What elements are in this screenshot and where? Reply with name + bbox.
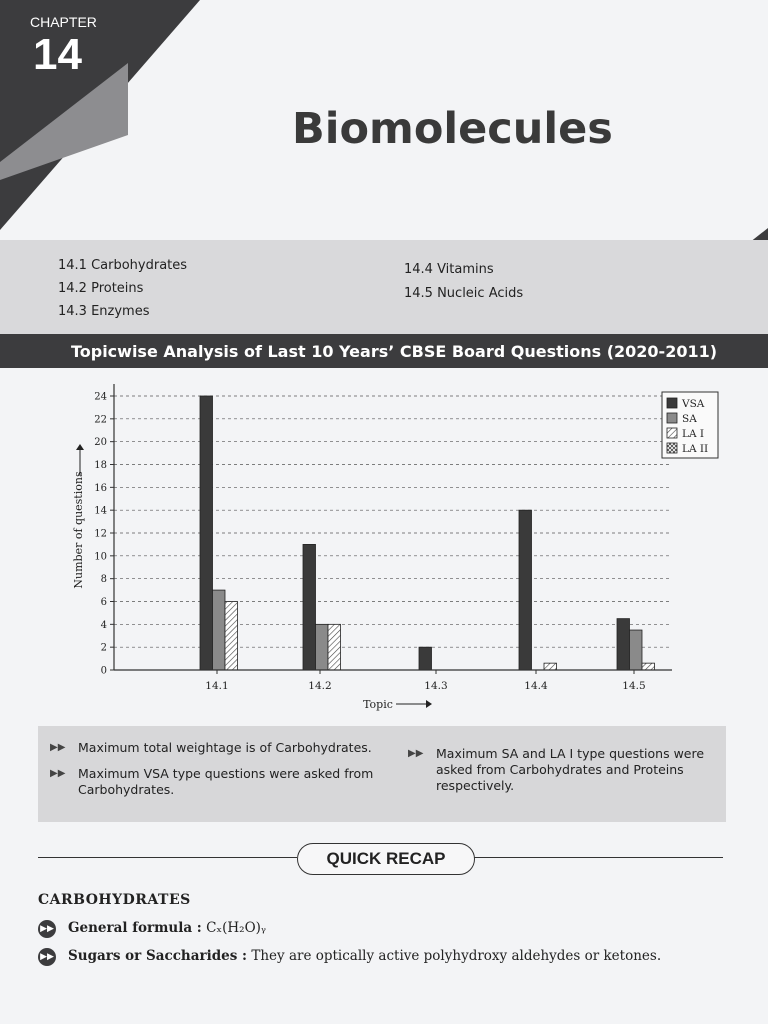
sugars-text: They are optically active polyhydroxy aldehydes or ketones. bbox=[251, 948, 662, 964]
analysis-heading: Topicwise Analysis of Last 10 Years’ CBSE Board Questions (2020-2011) bbox=[70, 341, 718, 361]
double-arrow-icon: ▶▶ bbox=[408, 748, 424, 759]
topicwise-bar-chart bbox=[0, 370, 768, 720]
legend-label: SA bbox=[682, 413, 697, 425]
y-tick-label: 22 bbox=[94, 414, 107, 426]
chapter-title: Biomolecules bbox=[292, 104, 613, 154]
topic-item: 14.1 Carbohydrates bbox=[58, 258, 188, 273]
x-tick-label: 14.1 bbox=[205, 680, 229, 692]
y-tick-label: 14 bbox=[94, 505, 107, 517]
chapter-label: CHAPTER bbox=[30, 14, 97, 30]
legend-label: LA II bbox=[682, 443, 709, 455]
recap-rule-right bbox=[473, 857, 723, 858]
bar-sa bbox=[316, 624, 329, 670]
y-axis-arrowhead bbox=[76, 444, 84, 450]
recap-rule-left bbox=[38, 857, 297, 858]
y-axis-label: Number of questions bbox=[72, 471, 85, 589]
double-arrow-bullet-icon: ▶▶ bbox=[38, 920, 56, 938]
y-tick-label: 20 bbox=[94, 437, 107, 449]
y-tick-label: 4 bbox=[100, 619, 107, 631]
legend-label: LA I bbox=[682, 428, 705, 440]
legend-label: VSA bbox=[682, 398, 705, 410]
bar-sa bbox=[213, 590, 226, 670]
y-tick-label: 18 bbox=[94, 460, 107, 471]
y-tick-label: 0 bbox=[100, 665, 107, 677]
y-tick-label: 12 bbox=[94, 528, 107, 540]
legend-swatch bbox=[667, 413, 677, 423]
note-item: ▶▶ Maximum total weightage is of Carbohydrates. bbox=[50, 740, 372, 755]
y-tick-label: 2 bbox=[100, 642, 107, 654]
bar-la-i bbox=[225, 602, 238, 671]
legend-swatch bbox=[667, 398, 677, 408]
double-arrow-icon: ▶▶ bbox=[50, 742, 66, 753]
y-tick-label: 24 bbox=[94, 391, 107, 403]
general-formula-value: Cₓ(H₂O)ᵧ bbox=[206, 920, 267, 936]
bar-vsa bbox=[419, 647, 432, 670]
quick-recap-badge: QUICK RECAP bbox=[297, 843, 475, 875]
double-arrow-bullet-icon: ▶▶ bbox=[38, 948, 56, 966]
analysis-heading-bar bbox=[0, 334, 768, 368]
bar-la-i bbox=[642, 663, 655, 670]
x-tick-label: 14.3 bbox=[424, 680, 448, 692]
legend-swatch bbox=[667, 443, 677, 453]
bar-vsa bbox=[519, 510, 532, 670]
y-tick-label: 10 bbox=[94, 551, 107, 563]
x-tick-label: 14.2 bbox=[308, 680, 332, 692]
general-formula-label: General formula : bbox=[68, 920, 202, 936]
x-axis-label: Topic bbox=[363, 698, 393, 711]
note-item: ▶▶ Maximum VSA type questions were asked from Carbohydrates. bbox=[50, 766, 374, 797]
bar-vsa bbox=[617, 619, 630, 670]
topic-item: 14.5 Nucleic Acids bbox=[404, 286, 524, 301]
sugars-label: Sugars or Saccharides : bbox=[68, 948, 248, 964]
note-item: ▶▶ Maximum SA and LA I type questions were asked from Carbohydrates and Proteins respectively. bbox=[408, 746, 705, 793]
bar-vsa bbox=[303, 544, 316, 670]
bar-la-i bbox=[328, 624, 341, 670]
topic-item: 14.4 Vitamins bbox=[404, 262, 494, 277]
bar-vsa bbox=[200, 396, 213, 670]
chapter-number: 14 bbox=[33, 30, 82, 79]
bar-la-i bbox=[544, 663, 557, 670]
y-tick-label: 6 bbox=[100, 597, 107, 608]
topic-item: 14.3 Enzymes bbox=[58, 304, 150, 319]
topic-item: 14.2 Proteins bbox=[58, 281, 144, 296]
x-axis-arrowhead bbox=[426, 700, 432, 708]
x-tick-label: 14.4 bbox=[524, 680, 548, 692]
x-tick-label: 14.5 bbox=[622, 680, 646, 692]
y-tick-label: 16 bbox=[94, 482, 107, 494]
y-tick-label: 8 bbox=[100, 574, 107, 586]
general-formula-line bbox=[68, 920, 266, 936]
sugars-line bbox=[68, 948, 661, 964]
legend-swatch bbox=[667, 428, 677, 438]
bar-sa bbox=[630, 630, 643, 670]
section-heading: CARBOHYDRATES bbox=[38, 892, 191, 908]
double-arrow-icon: ▶▶ bbox=[50, 768, 66, 779]
